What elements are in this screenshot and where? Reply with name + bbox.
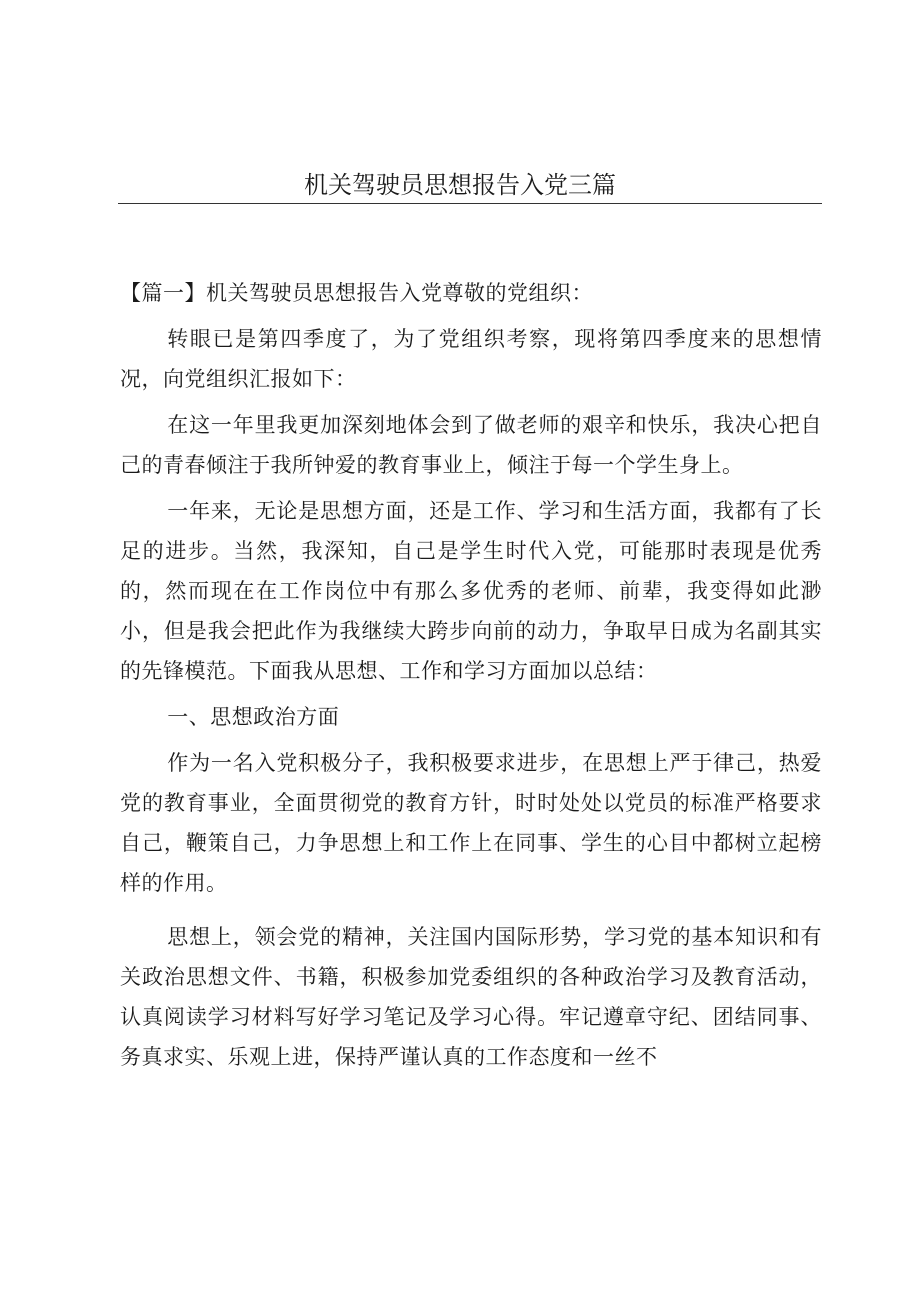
title-divider [118, 203, 822, 204]
document-title: 机关驾驶员思想报告入党三篇 [304, 171, 616, 199]
body-paragraph: 作为一名入党积极分子，我积极要求进步，在思想上严于律己，热爱党的教育事业，全面贯彻党的教育方针，时时处处以党员的标准严格要求自己，鞭策自己，力争思想上和工作上在同事、学生的心目中都树立起榜样的作用。 [120, 751, 822, 895]
body-paragraph: 一年来，无论是思想方面，还是工作、学习和生活方面，我都有了长足的进步。当然，我深知，自己是学生时代入党，可能那时表现是优秀的，然而现在在工作岗位中有那么多优秀的老师、前辈，我变得如此渺小，但是我会把此作为我继续大跨步向前的动力，争取早日成为名副其实的先锋模范。下面我从思想、工作和学习方面加以总结： [120, 499, 822, 683]
subsection-heading: 一、思想政治方面 [167, 705, 340, 729]
document-body [120, 273, 822, 1077]
body-paragraph: 在这一年里我更加深刻地体会到了做老师的艰辛和快乐，我决心把自己的青春倾注于我所钟爱的教育事业上，倾注于每一个学生身上。 [120, 413, 822, 477]
section-heading-paragraph: 【篇一】机关驾驶员思想报告入党尊敬的党组织： [120, 281, 593, 305]
body-paragraph: 转眼已是第四季度了，为了党组织考察，现将第四季度来的思想情况，向党组织汇报如下： [120, 327, 822, 391]
body-paragraph: 思想上，领会党的精神，关注国内国际形势，学习党的基本知识和有关政治思想文件、书籍，积极参加党委组织的各种政治学习及教育活动，认真阅读学习材料写好学习笔记及学习心得。牢记遵章守纪、团结同事、务真求实、乐观上进，保持严谨认真的工作态度和一丝不 [120, 925, 822, 1069]
